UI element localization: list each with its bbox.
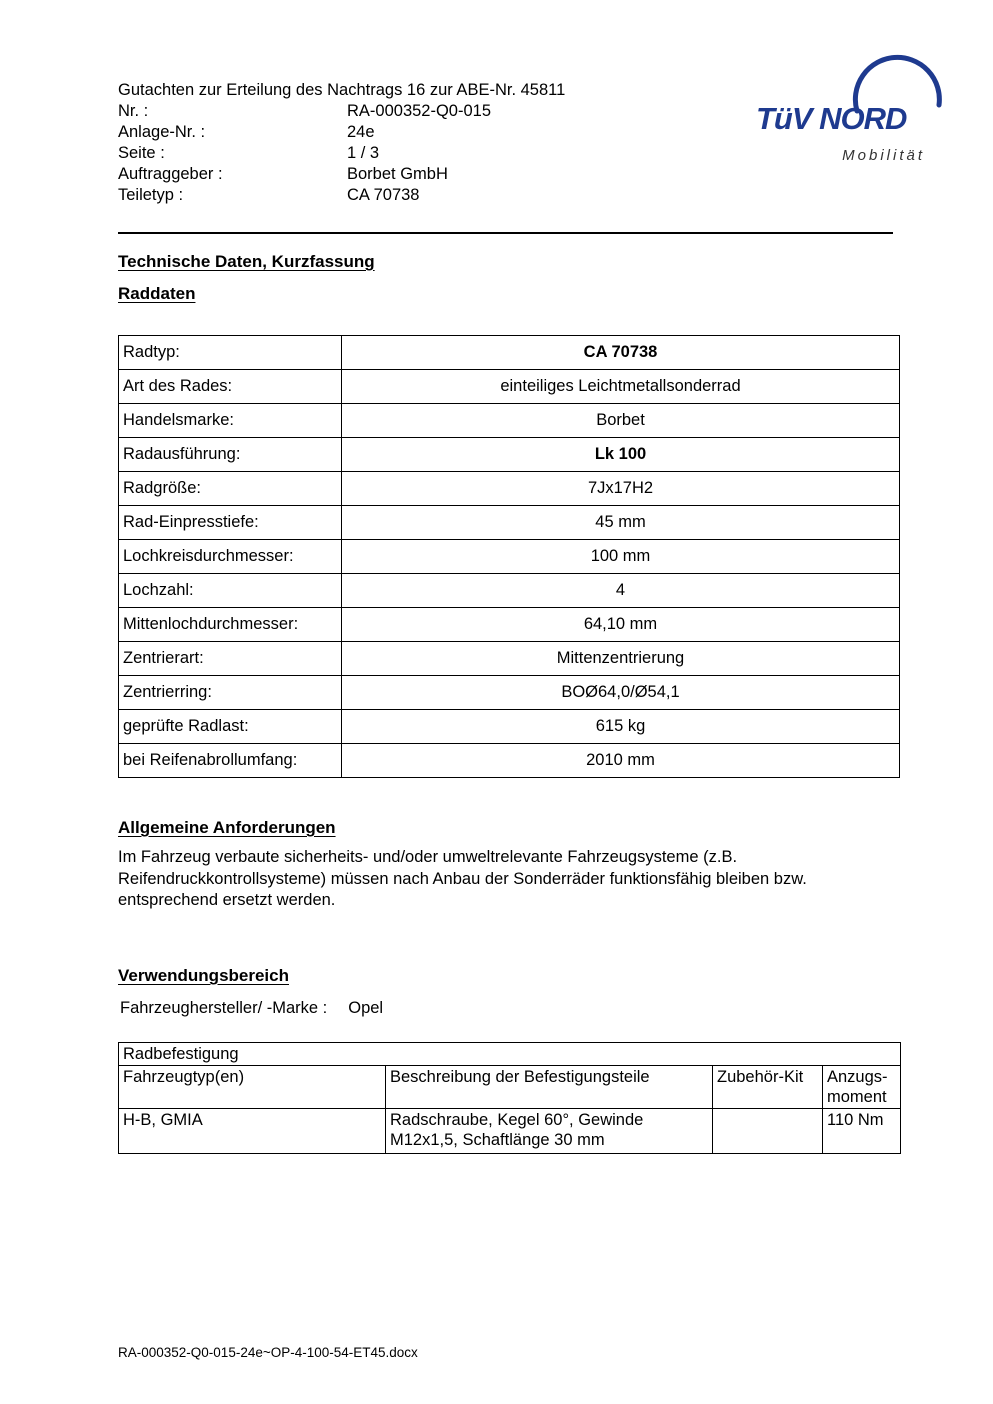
field-value-anlage: 24e bbox=[347, 123, 375, 141]
raddaten-label: Radausführung: bbox=[119, 438, 342, 472]
field-value-seite: 1 / 3 bbox=[347, 144, 380, 162]
raddaten-label: bei Reifenabrollumfang: bbox=[119, 744, 342, 778]
fahrzeughersteller-label: Fahrzeughersteller/ -Marke : bbox=[120, 999, 328, 1017]
section-heading-verwendungsbereich: Verwendungsbereich bbox=[118, 966, 289, 985]
raddaten-label: Zentrierring: bbox=[119, 676, 342, 710]
column-header-zubehoer-kit: Zubehör-Kit bbox=[713, 1066, 823, 1109]
footer-filename: RA-000352-Q0-015-24e~OP-4-100-54-ET45.docx bbox=[118, 1345, 418, 1360]
fahrzeughersteller-value: Opel bbox=[348, 999, 384, 1017]
raddaten-label: Handelsmarke: bbox=[119, 404, 342, 438]
field-label-nr: Nr. : bbox=[118, 102, 149, 120]
raddaten-value: BOØ64,0/Ø54,1 bbox=[342, 676, 900, 710]
cell-anzugsmoment: 110 Nm bbox=[823, 1109, 901, 1154]
raddaten-value: Borbet bbox=[342, 404, 900, 438]
raddaten-label: Zentrierart: bbox=[119, 642, 342, 676]
table-row bbox=[119, 370, 900, 404]
field-value-nr: RA-000352-Q0-015 bbox=[347, 102, 492, 120]
table-row bbox=[119, 574, 900, 608]
raddaten-value: 45 mm bbox=[342, 506, 900, 540]
radbefestigung-table bbox=[118, 1042, 901, 1154]
tuv-nord-logo bbox=[753, 55, 953, 170]
header-field-row bbox=[118, 185, 738, 206]
raddaten-label: Radgröße: bbox=[119, 472, 342, 506]
logo-subtitle: Mobilität bbox=[842, 147, 925, 164]
table-row bbox=[119, 642, 900, 676]
header-divider bbox=[118, 232, 893, 234]
raddaten-label: Rad-Einpresstiefe: bbox=[119, 506, 342, 540]
header-field-row bbox=[118, 122, 738, 143]
field-value-teiletyp: CA 70738 bbox=[347, 186, 420, 204]
raddaten-label: geprüfte Radlast: bbox=[119, 710, 342, 744]
table-row bbox=[119, 506, 900, 540]
column-header-fahrzeugtyp: Fahrzeugtyp(en) bbox=[119, 1066, 386, 1109]
column-header-anzugsmoment: Anzugs-moment bbox=[823, 1066, 901, 1109]
raddaten-table bbox=[118, 335, 900, 778]
column-header-beschreibung: Beschreibung der Befestigungsteile bbox=[386, 1066, 713, 1109]
section-heading-technische-daten: Technische Daten, Kurzfassung bbox=[118, 252, 375, 271]
table-row bbox=[119, 1109, 901, 1154]
raddaten-value: 4 bbox=[342, 574, 900, 608]
cell-beschreibung: Radschraube, Kegel 60°, Gewinde M12x1,5, Schaftlänge 30 mm bbox=[386, 1109, 713, 1154]
radbefestigung-title: Radbefestigung bbox=[119, 1043, 901, 1066]
raddaten-value: CA 70738 bbox=[342, 336, 900, 370]
table-row bbox=[119, 676, 900, 710]
raddaten-value: einteiliges Leichtmetallsonderrad bbox=[342, 370, 900, 404]
table-row bbox=[119, 540, 900, 574]
header-field-row bbox=[118, 101, 738, 122]
raddaten-value: 64,10 mm bbox=[342, 608, 900, 642]
raddaten-label: Lochzahl: bbox=[119, 574, 342, 608]
document-title: Gutachten zur Erteilung des Nachtrags 16 zur ABE-Nr. 45811 bbox=[118, 81, 566, 99]
table-row bbox=[119, 710, 900, 744]
field-value-auftraggeber: Borbet GmbH bbox=[347, 165, 448, 183]
raddaten-label: Mittenlochdurchmesser: bbox=[119, 608, 342, 642]
field-label-seite: Seite : bbox=[118, 144, 165, 162]
field-label-teiletyp: Teiletyp : bbox=[118, 186, 184, 204]
header-field-row bbox=[118, 164, 738, 185]
cell-fahrzeugtyp: H-B, GMIA bbox=[119, 1109, 386, 1154]
section-heading-raddaten: Raddaten bbox=[118, 284, 196, 303]
raddaten-value: 615 kg bbox=[342, 710, 900, 744]
table-row bbox=[119, 472, 900, 506]
document-header bbox=[118, 80, 738, 206]
raddaten-value: 7Jx17H2 bbox=[342, 472, 900, 506]
raddaten-label: Art des Rades: bbox=[119, 370, 342, 404]
table-row bbox=[119, 438, 900, 472]
table-title-row bbox=[119, 1043, 901, 1066]
raddaten-value: 100 mm bbox=[342, 540, 900, 574]
table-row bbox=[119, 336, 900, 370]
table-row bbox=[119, 608, 900, 642]
raddaten-label: Radtyp: bbox=[119, 336, 342, 370]
table-header-row bbox=[119, 1066, 901, 1109]
logo-brand-text: TüV NORD bbox=[756, 101, 907, 136]
header-field-row bbox=[118, 143, 738, 164]
raddaten-label: Lochkreisdurchmesser: bbox=[119, 540, 342, 574]
table-row bbox=[119, 744, 900, 778]
field-label-anlage: Anlage-Nr. : bbox=[118, 123, 206, 141]
raddaten-value: Lk 100 bbox=[342, 438, 900, 472]
fahrzeughersteller-line bbox=[120, 999, 383, 1018]
raddaten-value: Mittenzentrierung bbox=[342, 642, 900, 676]
raddaten-value: 2010 mm bbox=[342, 744, 900, 778]
allgemeine-anforderungen-paragraph: Im Fahrzeug verbaute sicherheits- und/oder umweltrelevante Fahrzeugsysteme (z.B. Reifendruckkontrollsysteme) müssen nach Anbau der Sonderräder funktionsfähig bleiben bzw. entsprechend ersetzt werden. bbox=[118, 848, 807, 909]
field-label-auftraggeber: Auftraggeber : bbox=[118, 165, 223, 183]
section-heading-allgemeine-anforderungen: Allgemeine Anforderungen bbox=[118, 818, 336, 837]
table-row bbox=[119, 404, 900, 438]
cell-zubehoer-kit bbox=[713, 1109, 823, 1154]
